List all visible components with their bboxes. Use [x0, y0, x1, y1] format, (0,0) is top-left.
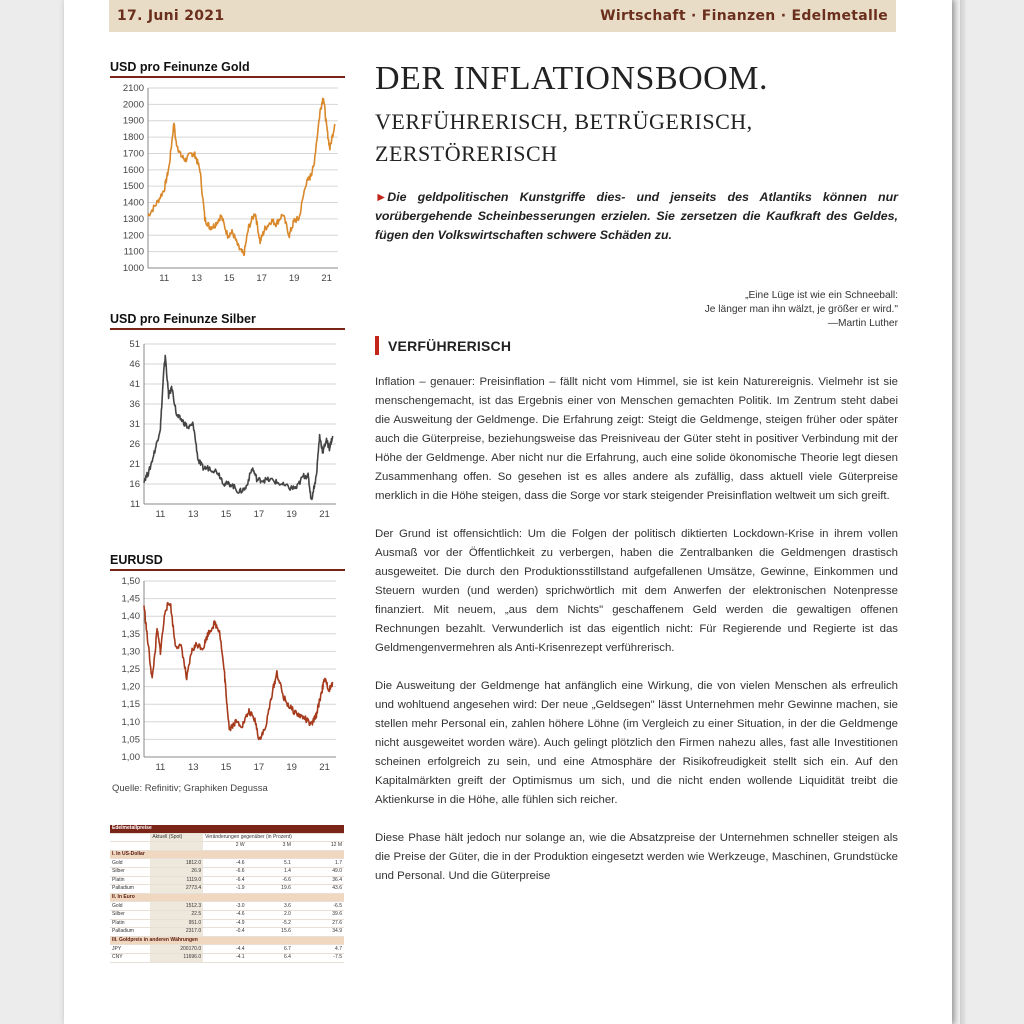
y-tick-label: 1000 [122, 263, 144, 274]
table-cell-label: Platin [110, 919, 150, 928]
table-cell-label: Palladium [110, 885, 150, 894]
chart-source: Quelle: Refinitiv; Graphiken Degussa [112, 783, 268, 794]
y-tick-label: 1600 [122, 164, 144, 176]
x-tick-label: 15 [220, 762, 232, 773]
table-cell-value: 39.6 [293, 910, 344, 919]
y-tick-label: 26 [129, 439, 140, 450]
article-subtitle-line-1: VERFÜHRERISCH, BETRÜGERISCH, [375, 109, 753, 134]
table-column-group: Veränderungen gegenüber (in Prozent) [203, 833, 344, 842]
table-cell-value: 49.0 [293, 867, 344, 876]
y-tick-label: 1,15 [121, 699, 140, 711]
table-section-title: III. Goldpreis in anderen Währungen [110, 936, 344, 945]
y-tick-label: 1,20 [121, 681, 140, 693]
quote-author: —Martin Luther [827, 318, 898, 329]
y-tick-label: 1400 [122, 197, 144, 209]
table-cell-value: 4.7 [293, 945, 344, 954]
price-series-line [144, 355, 333, 499]
paragraph-2: Der Grund ist offensichtlich: Um die Folgen der politisch diktierten Lockdown-Krise in ihrem vollen Ausmaß vor der Öffentlichkeit zu verbergen, haben die Zentralbanken die Geldmengen drastisch ausgeweitet. Die durch den Produktionsstillstand aufgefallenen Umsätze, Gewinne, Einkommen und Steuern wurden (und werden) sprichwörtlich mit dem Anwerfen der elektronischen Notenpresse finanziert. Mit neuem, „aus dem Nichts" geschaffenem Geld werden die gewaltigen offenen Rechnungen bezahlt. Verwunderlich ist das eigentlich nicht: Für Regierende und Regierte ist das Geldmengenvermehren als Anti-Krisenrezept verführerisch. [375, 528, 898, 654]
price-series-line [148, 98, 335, 255]
y-tick-label: 36 [129, 399, 140, 410]
table-cell-value: 6.4 [247, 953, 293, 962]
silver-chart-rule [110, 328, 345, 330]
table-section-row [110, 936, 344, 945]
page-header [109, 0, 896, 32]
y-tick-label: 1100 [123, 246, 144, 258]
table-cell-value: 26.9 [150, 867, 203, 876]
section-title: VERFÜHRERISCH [388, 337, 512, 354]
table-cell-value: -3.0 [203, 902, 246, 911]
table-cell-value: 1.4 [247, 867, 293, 876]
eurusd-chart-title: EURUSD [110, 553, 163, 567]
table-cell-value: 11696.0 [150, 953, 203, 962]
x-tick-label: 19 [286, 762, 297, 773]
y-tick-label: 46 [129, 359, 140, 370]
table-cell-value: -6.6 [247, 876, 293, 885]
article-subtitle [375, 106, 753, 170]
table-cell-value: 3.6 [247, 902, 293, 911]
table-cell-value: 1512.3 [150, 902, 203, 911]
table-title: Edelmetallpreise [110, 825, 344, 833]
article-title: DER INFLATIONSBOOM. [375, 60, 768, 97]
table-cell-value: -6.5 [293, 902, 344, 911]
table-cell-value: 27.6 [293, 919, 344, 928]
x-tick-label: 11 [155, 509, 166, 520]
price-series-line [144, 603, 333, 740]
x-tick-label: 19 [286, 509, 297, 520]
table-cell-value: 1.7 [293, 859, 344, 868]
table-cell-value: 43.6 [293, 885, 344, 894]
x-tick-label: 15 [220, 509, 232, 520]
paragraph-4: Diese Phase hält jedoch nur solange an, wie die Absatzpreise der Unternehmen schneller steigen als die Preise der Güter, die in der Produktion eingesetzt werden wie Werkzeuge, Maschinen, Grundstücke und Personal. Und die Güterpreise [375, 832, 898, 882]
y-tick-label: 1,45 [121, 593, 140, 605]
y-tick-label: 1900 [122, 115, 144, 127]
quote-line-1: „Eine Lüge ist wie ein Schneeball: [745, 290, 898, 301]
table-row [110, 910, 344, 919]
table-row [110, 867, 344, 876]
table-cell-value: 951.0 [150, 919, 203, 928]
section-heading [375, 336, 511, 355]
table-cell-value: 36.4 [293, 876, 344, 885]
y-tick-label: 1700 [122, 148, 144, 160]
y-tick-label: 2100 [122, 83, 144, 94]
table-cell-value: 22.5 [150, 910, 203, 919]
quote-line-2: Je länger man ihn wälzt, je größer er wird." [704, 304, 898, 315]
x-tick-label: 17 [256, 273, 267, 284]
table-section-row [110, 850, 344, 859]
y-tick-label: 11 [130, 499, 140, 510]
table-cell-value: 34.9 [293, 928, 344, 937]
table-cell-value: -6.6 [203, 867, 246, 876]
epigraph-quote [500, 289, 898, 331]
table-cell-value: -4.6 [203, 859, 246, 868]
table-cell-label: Gold [110, 859, 150, 868]
table-section-title: II. In Euro [110, 893, 344, 902]
silver-price-chart [110, 332, 346, 532]
x-tick-label: 17 [253, 762, 265, 773]
x-tick-label: 21 [319, 509, 330, 520]
table-row [110, 945, 344, 954]
y-tick-label: 1800 [122, 132, 144, 144]
table-header-row [110, 825, 344, 833]
x-tick-label: 21 [321, 273, 332, 284]
table-row [110, 928, 344, 937]
table-row [110, 919, 344, 928]
table-cell-value: -1.9 [203, 885, 246, 894]
table-section-row [110, 893, 344, 902]
table-cell-value: -7.5 [293, 953, 344, 962]
y-tick-label: 21 [129, 459, 140, 470]
table-row [110, 953, 344, 962]
x-tick-label: 13 [187, 509, 199, 520]
table-cell-label: Platin [110, 876, 150, 885]
y-tick-label: 1300 [122, 213, 144, 225]
table-cell-label: Silber [110, 910, 150, 919]
section-marker [375, 336, 379, 355]
paragraph-3: Die Ausweitung der Geldmenge hat anfänglich eine Wirkung, die von vielen Menschen als erfreulich und wohltuend angesehen wird: Der neue „Geldsegen" lässt Unternehmen mehr Gewinne machen, sie stellen mehr Personal ein, zahlen höhere Löhne (im Vergleich zu einer Situation, in der die Geldmenge nicht ausgeweitet worden wäre). Auch gelingt plötzlich den Firmen nahezu alles, fast alle Investitionen scheinen erfolgreich zu sein, und eine Atmosphäre der Risikofreudigkeit stellt sich ein. Auf den Kapitalmärkten greift der Optimismus um sich, und die nicht enden wollende Liquidität treibt die Aktienkurse in die Höhe, alle fühlen sich reicher. [375, 680, 898, 806]
table-cell-value: 1812.0 [150, 859, 203, 868]
table-cell-value: 19.6 [247, 885, 293, 894]
eurusd-chart [110, 573, 346, 781]
table-cell-value: 1119.0 [150, 876, 203, 885]
y-tick-label: 1,50 [121, 576, 140, 587]
article-body [375, 373, 898, 905]
x-tick-label: 17 [253, 509, 265, 520]
lead-arrow-icon: ► [375, 190, 388, 204]
x-tick-label: 13 [187, 762, 199, 773]
table-column-current: Aktuell (Spot) [150, 833, 203, 842]
table-cell-value: -6.4 [203, 876, 246, 885]
table-cell-value: 5.1 [247, 859, 293, 868]
table-cell-label: CNY [110, 953, 150, 962]
table-column-periods-row [110, 842, 344, 851]
table-cell-value: -4.9 [203, 919, 246, 928]
y-tick-label: 1,10 [121, 716, 140, 728]
silver-chart-title: USD pro Feinunze Silber [110, 312, 256, 326]
metals-price-table [110, 825, 344, 963]
gold-chart-title: USD pro Feinunze Gold [110, 60, 250, 74]
table-row [110, 902, 344, 911]
y-tick-label: 1,25 [121, 664, 140, 675]
y-tick-label: 51 [129, 339, 140, 350]
y-tick-label: 1500 [122, 181, 144, 193]
y-tick-label: 31 [129, 419, 140, 430]
y-tick-label: 41 [129, 379, 140, 390]
x-tick-label: 19 [288, 273, 300, 284]
x-tick-label: 11 [159, 273, 170, 284]
y-tick-label: 1200 [122, 230, 144, 242]
y-tick-label: 1,00 [121, 752, 140, 763]
y-tick-label: 16 [129, 479, 140, 490]
table-cell-value: -4.1 [203, 953, 246, 962]
lead-text: Die geldpolitischen Kunstgriffe dies- und jenseits des Atlantiks können nur vorübergehende Scheinbesserungen erzielen. Sie zersetzen die Kaufkraft des Geldes, fügen den Volkswirtschaften schwere Schäden zu. [375, 190, 898, 242]
table-cell-label: Silber [110, 867, 150, 876]
table-cell-value: 2.0 [247, 910, 293, 919]
y-tick-label: 1,05 [121, 734, 140, 746]
y-tick-label: 2000 [122, 99, 144, 111]
table-cell-value: -4.4 [203, 945, 246, 954]
table-column-2w: 2 W [203, 842, 246, 851]
article-lead [375, 188, 898, 245]
table-cell-value: 2773.4 [150, 885, 203, 894]
y-tick-label: 1,40 [121, 611, 140, 623]
table-column-12m: 12 M [293, 842, 344, 851]
table-section-title: I. In US-Dollar [110, 850, 344, 859]
table-cell-value: -0.4 [203, 928, 246, 937]
gold-price-chart [110, 80, 346, 290]
table-row [110, 859, 344, 868]
x-tick-label: 13 [191, 273, 203, 284]
table-cell-value: 2317.0 [150, 928, 203, 937]
table-column-group-row [110, 833, 344, 842]
table-cell-label: Gold [110, 902, 150, 911]
header-date: 17. Juni 2021 [117, 8, 225, 24]
table-cell-label: JPY [110, 945, 150, 954]
x-tick-label: 21 [319, 762, 330, 773]
table-row [110, 885, 344, 894]
eurusd-chart-rule [110, 569, 345, 571]
table-cell-value: -5.2 [247, 919, 293, 928]
table-cell-value: 6.7 [247, 945, 293, 954]
x-tick-label: 15 [223, 273, 235, 284]
gold-chart-rule [110, 76, 345, 78]
table-cell-value: 200170.0 [150, 945, 203, 954]
x-tick-label: 11 [155, 762, 166, 773]
table-cell-label: Palladium [110, 928, 150, 937]
table-cell-value: -4.6 [203, 910, 246, 919]
article-subtitle-line-2: ZERSTÖRERISCH [375, 141, 558, 166]
y-tick-label: 1,35 [121, 628, 140, 640]
y-tick-label: 1,30 [121, 646, 140, 658]
table-column-3m: 3 M [247, 842, 293, 851]
table-row [110, 876, 344, 885]
header-section: Wirtschaft · Finanzen · Edelmetalle [600, 8, 888, 24]
table-cell-value: 15.6 [247, 928, 293, 937]
paragraph-1: Inflation – genauer: Preisinflation – fällt nicht vom Himmel, sie ist kein Naturereignis. Vielmehr ist sie menschengemacht, ist das Ergebnis einer von Menschen gemachten Politik. Im Zentrum steht dabei die Ausweitung der Geldmenge. Die Erfahrung zeigt: Steigt die Geldmenge, steigen früher oder später auch die Güterpreise, beziehungsweise das Preisniveau der Güter steht in positiver Verbindung mit der Höhe der Geldmenge. Aber nicht nur die Erfahrung, auch eine solide ökonomische Theorie legt diesen Zusammenhang offen. So gesehen ist es alles andere als zufällig, dass aktuell viele Güterpreise merklich in die Höhe steigen, dass die Sorge vor stark steigender Preisinflation weltweit um sich greift. [375, 376, 898, 502]
